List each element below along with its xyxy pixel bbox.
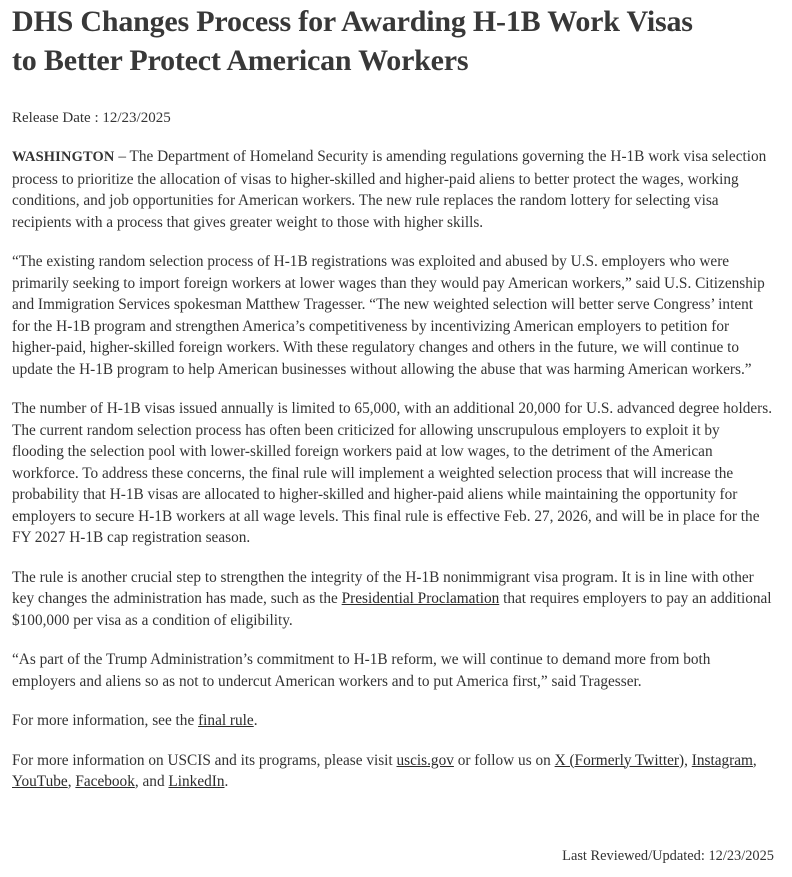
instagram-link[interactable]: Instagram <box>691 751 753 769</box>
paragraph-5: “As part of the Trump Administration’s commitment to H-1B reform, we will continue to demand more from both employers and aliens so as not to undercut American workers and to put America first,” said Tragesser. <box>12 651 711 690</box>
page-title: DHS Changes Process for Awarding H-1B Work Visas to Better Protect American Workers <box>12 5 693 77</box>
paragraph-7-text-3: , <box>684 751 692 769</box>
last-reviewed <box>562 848 774 865</box>
paragraph-4 <box>12 567 774 632</box>
paragraph-1 <box>12 146 774 233</box>
paragraph-7-text-7: . <box>224 773 229 790</box>
paragraph-7-text-5: , <box>67 773 76 790</box>
final-rule-link[interactable]: final rule <box>198 712 254 729</box>
last-reviewed-value: 12/23/2025 <box>708 848 774 864</box>
paragraph-6-text-after: . <box>253 712 258 729</box>
dateline-city: WASHINGTON <box>12 149 115 165</box>
paragraph-7 <box>12 750 774 793</box>
paragraph-7-text-4: , <box>752 751 757 769</box>
presidential-proclamation-link[interactable]: Presidential Proclamation <box>341 590 500 607</box>
release-date-value: 12/23/2025 <box>102 110 171 126</box>
linkedin-link[interactable]: LinkedIn <box>168 773 225 790</box>
paragraph-7-text-2: or follow us on <box>453 751 555 769</box>
paragraph-4-text-before: The rule is another crucial step to strengthen the integrity of the H-1B nonimmigrant visa program. It is in line with other key changes the administration has made, such as the <box>12 568 754 607</box>
paragraph-7-text-6: , and <box>134 773 169 790</box>
paragraph-4-text-after: that requires employers to pay an additional $100,000 per visa as a condition of eligibility. <box>12 590 772 629</box>
paragraph-6 <box>12 710 774 732</box>
paragraph-3: The number of H-1B visas issued annually is limited to 65,000, with an additional 20,000 for U.S. advanced degree holders. The current random selection process has often been criticized for allowing unscrupulous employers to exploit it by flooding the selection pool with lower-skilled foreign workers paid at low wages, to the detriment of the American workforce. To address these concerns, the final rule will implement a weighted selection process that will increase the probability that H-1B visas are allocated to higher-skilled and higher-paid aliens while maintaining the opportunity for employers to secure H-1B workers at all wage levels. This final rule is effective Feb. 27, 2026, and will be in place for the FY 2027 H-1B cap registration season. <box>12 400 773 546</box>
last-reviewed-label: Last Reviewed/Updated: <box>562 848 705 864</box>
release-date-label: Release Date : <box>12 110 99 126</box>
release-date <box>12 108 774 128</box>
paragraph-1-text: – The Department of Homeland Security is amending regulations governing the H-1B work visa selection process to prioritize the allocation of visas to higher-skilled and higher-paid aliens to better protect the wages, working conditions, and job opportunities for American workers. The new rule replaces the random lottery for selecting visa recipients with a process that gives greater weight to those with higher skills. <box>12 148 767 231</box>
youtube-link[interactable]: YouTube <box>12 773 68 790</box>
x-twitter-link[interactable]: X (Formerly Twitter) <box>554 751 685 769</box>
paragraph-2: “The existing random selection process of H-1B registrations was exploited and abused by U.S. employers who were primarily seeking to import foreign workers at lower wages than they would pay American workers,” said U.S. Citizenship and Immigration Services spokesman Matthew Tragesser. “The new weighted selection will better serve Congress’ intent for the H-1B program and strengthen America’s competitiveness by incentivizing American employers to petition for higher-paid, higher-skilled foreign workers. With these regulatory changes and others in the future, we will continue to update the H-1B program to help American businesses without allowing the abuse that was harming American workers.” <box>12 253 765 378</box>
paragraph-7-text-1: For more information on USCIS and its programs, please visit <box>12 751 397 769</box>
facebook-link[interactable]: Facebook <box>75 773 135 790</box>
uscis-gov-link[interactable]: uscis.gov <box>396 751 454 769</box>
paragraph-6-text-before: For more information, see the <box>12 712 199 729</box>
